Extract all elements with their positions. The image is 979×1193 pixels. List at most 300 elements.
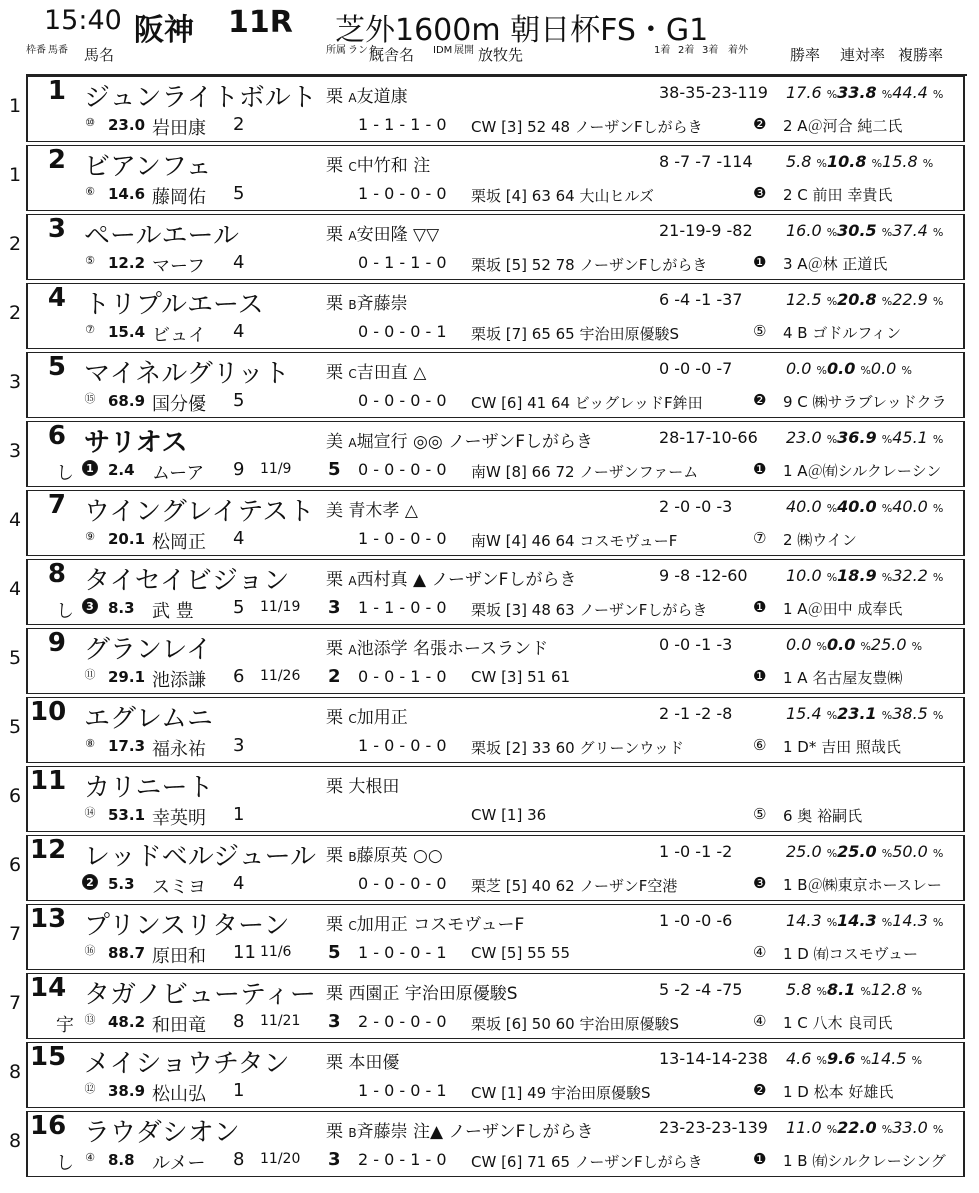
weight-change: 4: [233, 321, 245, 342]
stable-rank: C: [348, 367, 357, 381]
percent-sign: %: [932, 433, 944, 446]
stable-rank: C: [348, 160, 357, 174]
popularity-badge: ⑥: [85, 185, 95, 198]
finish-rank: ⑤: [753, 805, 767, 823]
odds: 8.3: [108, 599, 135, 617]
horse-name[interactable]: タイセイビジョン: [84, 566, 290, 596]
career-record: 1 - 0 - 0 - 1: [358, 943, 447, 962]
prediction-marks: 注: [413, 156, 431, 176]
weight-change: 2: [233, 114, 245, 135]
rates: [786, 428, 943, 447]
sex-mark: し: [56, 1153, 74, 1174]
popularity-badge: ⑬: [84, 1013, 96, 1026]
trainer-record: 1 -0 -0 -6: [659, 911, 733, 930]
odds: 53.1: [108, 806, 146, 824]
training-course: 栗坂 [2] 33 60 グリーンウッド: [471, 739, 684, 757]
rates: [786, 842, 943, 861]
training-course: CW [6] 71 65 ノーザンFしがらき: [471, 1153, 703, 1171]
percent-sign: %: [826, 295, 838, 308]
horse-name[interactable]: ラウダシオン: [84, 1118, 240, 1148]
place-rate: 45.1: [892, 428, 928, 447]
stable-info: [326, 1117, 593, 1142]
waku-number: 7: [8, 923, 22, 945]
percent-sign: %: [826, 226, 838, 239]
weight-change: 1: [233, 1080, 245, 1101]
horse-number: 14: [30, 973, 67, 1003]
horse-number: 11: [30, 766, 67, 796]
rates: [786, 566, 943, 585]
finish-rank: ④: [753, 943, 767, 961]
weight-change: 5: [233, 597, 245, 618]
stable-rank: B: [348, 1126, 357, 1140]
quinella-rate: 33.8: [837, 83, 877, 102]
entry-line-1: [28, 490, 963, 527]
entry-line-2: [28, 869, 963, 902]
last-date: 11/21: [260, 1013, 301, 1029]
horse-name[interactable]: プリンスリターン: [84, 911, 290, 941]
place-rate: 22.9: [892, 290, 928, 309]
trainer-name: 斉藤崇: [356, 1122, 408, 1142]
entry-line-2: [28, 179, 963, 212]
stable-info: [326, 910, 524, 935]
header-idm: IDM: [433, 45, 453, 56]
jockey-name[interactable]: 国分優: [152, 394, 206, 415]
header-umaban: 馬番: [48, 45, 68, 56]
trainer-name: 西園正: [348, 984, 400, 1004]
farm-name: 名張ホースランド: [413, 639, 549, 659]
stable-region: 栗: [326, 777, 343, 797]
career-record: 1 - 1 - 1 - 0: [358, 115, 447, 134]
waku-number: 1: [8, 95, 22, 117]
win-rate: 40.0: [786, 497, 822, 516]
entry-line-1: [28, 1042, 963, 1079]
quinella-rate: 23.1: [837, 704, 877, 723]
stable-region: 栗: [326, 639, 343, 659]
horse-entry[interactable]: [8, 559, 965, 625]
career-record: 1 - 1 - 0 - 0: [358, 598, 447, 617]
career-record: 0 - 0 - 0 - 0: [358, 460, 447, 479]
trainer-name: 安田隆: [356, 225, 408, 245]
training-course: 栗坂 [4] 63 64 大山ヒルズ: [471, 187, 655, 205]
last-date: 11/19: [260, 599, 301, 615]
waku-number: 8: [8, 1061, 22, 1083]
owner-info: 3 A＠林 正道氏: [783, 255, 888, 273]
jockey-name[interactable]: 松岡正: [152, 532, 206, 553]
owner-info: 1 B ㈲シルクレーシング: [783, 1152, 946, 1170]
entry-line-2: [28, 593, 963, 626]
odds: 88.7: [108, 944, 146, 962]
weight-change: 9: [233, 459, 245, 480]
win-rate: 25.0: [786, 842, 822, 861]
stable-info: [326, 1048, 399, 1073]
race-venue: 阪神: [134, 13, 194, 48]
finish-rank: ⑥: [753, 736, 767, 754]
percent-sign: %: [932, 709, 944, 722]
entry-line-2: [28, 662, 963, 695]
horse-number: 4: [47, 283, 66, 313]
win-rate: 14.3: [786, 911, 822, 930]
weight-change: 4: [233, 252, 245, 273]
horse-name[interactable]: グランレイ: [84, 635, 213, 665]
popularity-badge: 1: [82, 460, 98, 476]
owner-info: 1 A＠㈲シルクレーシン: [783, 462, 942, 480]
stable-region: 栗: [326, 225, 343, 245]
weight-change: 6: [233, 666, 245, 687]
horse-name[interactable]: ウイングレイテスト: [84, 497, 315, 527]
win-rate: 11.0: [786, 1118, 822, 1137]
percent-sign: %: [826, 502, 838, 515]
waku-number: 8: [8, 1130, 22, 1152]
prediction-marks: 注▲: [413, 1122, 444, 1142]
jockey-name[interactable]: スミヨ: [152, 877, 206, 898]
trainer-name: 大根田: [348, 777, 400, 797]
win-rate: 15.4: [786, 704, 822, 723]
run-count: 2: [328, 666, 341, 687]
horse-number: 10: [30, 697, 67, 727]
training-course: 栗坂 [5] 52 78 ノーザンFしがらき: [471, 256, 708, 274]
horse-entry[interactable]: [8, 214, 965, 280]
stable-rank: B: [348, 298, 357, 312]
finish-rank: ❷: [753, 1081, 767, 1099]
stable-rank: C: [348, 712, 357, 726]
percent-sign: %: [881, 226, 893, 239]
waku-number: 4: [8, 509, 22, 531]
percent-sign: %: [911, 1054, 923, 1067]
finish-rank: ❷: [753, 115, 767, 133]
percent-sign: %: [932, 847, 944, 860]
trainer-record: 38-35-23-119: [659, 83, 768, 102]
percent-sign: %: [881, 295, 893, 308]
horse-name[interactable]: レッドベルジュール: [84, 842, 317, 872]
quinella-rate: 22.0: [837, 1118, 877, 1137]
horse-name[interactable]: ビアンフェ: [84, 152, 212, 182]
stable-rank: A: [348, 229, 357, 243]
waku-number: 1: [8, 164, 22, 186]
entry-line-1: [28, 352, 963, 389]
trainer-name: 藤原英: [356, 846, 408, 866]
jockey-name[interactable]: 幸英明: [152, 808, 206, 829]
owner-info: 1 B＠㈱東京ホースレー: [783, 876, 942, 894]
stable-rank: C: [348, 919, 357, 933]
entry-line-1: [28, 145, 963, 182]
weight-change: 5: [233, 390, 245, 411]
horse-entry[interactable]: [8, 1111, 965, 1177]
stable-rank: A: [348, 436, 357, 450]
percent-sign: %: [826, 916, 838, 929]
entry-line-2: [28, 731, 963, 764]
jockey-name[interactable]: 武 豊: [152, 601, 194, 622]
percent-sign: %: [881, 433, 893, 446]
place-rate: 50.0: [892, 842, 928, 861]
horse-entry[interactable]: [8, 421, 965, 487]
last-date: 11/20: [260, 1151, 301, 1167]
last-date: 11/9: [260, 461, 292, 477]
percent-sign: %: [901, 364, 912, 377]
percent-sign: %: [881, 709, 893, 722]
weight-change: 4: [233, 873, 245, 894]
horse-entry[interactable]: [8, 904, 965, 970]
trainer-record: 21-19-9 -82: [659, 221, 753, 240]
jockey-name[interactable]: 池添謙: [152, 670, 206, 691]
trainer-record: 28-17-10-66: [659, 428, 758, 447]
stable-info: [326, 703, 408, 728]
percent-sign: %: [881, 571, 893, 584]
weight-change: 8: [233, 1149, 245, 1170]
horse-name[interactable]: タガノビューティー: [84, 980, 316, 1010]
waku-number: 2: [8, 302, 22, 324]
header-first: 1着: [654, 45, 671, 56]
horse-number: 16: [30, 1111, 67, 1141]
odds: 38.9: [108, 1082, 146, 1100]
waku-number: 3: [8, 440, 22, 462]
odds: 15.4: [108, 323, 146, 341]
stable-info: [326, 772, 399, 797]
percent-sign: %: [932, 1123, 944, 1136]
prediction-marks: ▽▽: [413, 225, 440, 245]
percent-sign: %: [911, 640, 923, 653]
training-course: 南W [4] 46 64 コスモヴューF: [471, 532, 678, 550]
percent-sign: %: [881, 847, 893, 860]
stable-info: [326, 979, 518, 1004]
owner-info: 2 ㈱ウイン: [783, 531, 857, 549]
owner-info: 1 A 名古屋友豊㈱: [783, 669, 903, 687]
stable-region: 栗: [326, 708, 343, 728]
trainer-record: 8 -7 -7 -114: [659, 152, 753, 171]
percent-sign: %: [932, 88, 944, 101]
race-time: 15:40: [44, 5, 122, 36]
training-course: CW [3] 51 61: [471, 668, 571, 686]
rates: [786, 152, 933, 171]
jockey-name[interactable]: 藤岡佑: [152, 187, 206, 208]
percent-sign: %: [922, 157, 934, 170]
sex-mark: 宇: [56, 1015, 74, 1036]
finish-rank: ④: [753, 1012, 767, 1030]
quinella-rate: 9.6: [827, 1049, 856, 1068]
percent-sign: %: [860, 1054, 871, 1067]
training-course: 栗坂 [6] 50 60 宇治田原優駿S: [471, 1015, 680, 1033]
quinella-rate: 30.5: [837, 221, 877, 240]
horse-entry[interactable]: [8, 628, 965, 694]
horse-name[interactable]: ジュンライトボルト: [84, 83, 317, 113]
odds: 23.0: [108, 116, 146, 134]
career-record: 2 - 0 - 1 - 0: [358, 1150, 447, 1169]
horse-entry[interactable]: [8, 835, 965, 901]
trainer-name: 加用正: [356, 915, 408, 935]
weight-change: 5: [233, 183, 245, 204]
popularity-badge: ⑯: [84, 944, 96, 957]
jockey-name[interactable]: ルメー: [152, 1153, 206, 1174]
quinella-rate: 25.0: [837, 842, 877, 861]
entry-line-2: [28, 1076, 963, 1109]
waku-number: 5: [8, 647, 22, 669]
jockey-name[interactable]: 和田竜: [152, 1015, 206, 1036]
horse-name[interactable]: メイショウチタン: [84, 1049, 290, 1079]
entry-line-2: [28, 455, 963, 488]
trainer-name: 斉藤崇: [356, 294, 408, 314]
percent-sign: %: [932, 571, 944, 584]
entry-line-2: [28, 248, 963, 281]
farm-name: ノーザンFしがらき: [448, 1122, 594, 1142]
header-second: 2着: [678, 45, 695, 56]
percent-sign: %: [826, 88, 838, 101]
finish-rank: ❶: [753, 1150, 767, 1168]
jockey-name[interactable]: マーフ: [152, 256, 206, 277]
horse-name[interactable]: カリニート: [84, 773, 214, 803]
career-record: 1 - 0 - 0 - 0: [358, 184, 447, 203]
horse-name[interactable]: ペールエール: [84, 221, 239, 251]
popularity-badge: 3: [82, 598, 98, 614]
trainer-name: 堀宣行: [356, 432, 408, 452]
horse-number: 15: [30, 1042, 67, 1072]
waku-number: 3: [8, 371, 22, 393]
horse-entry[interactable]: [8, 352, 965, 418]
stable-region: 栗: [326, 87, 343, 107]
jockey-name[interactable]: ビュイ: [152, 325, 206, 346]
place-rate: 14.3: [892, 911, 928, 930]
training-course: CW [5] 55 55: [471, 944, 571, 962]
horse-entry[interactable]: [8, 1042, 965, 1108]
header-tenkai: 展開: [454, 45, 474, 56]
stable-region: 栗: [326, 846, 343, 866]
trainer-name: 友道康: [356, 87, 408, 107]
horse-number: 9: [47, 628, 66, 658]
finish-rank: ❸: [753, 184, 767, 202]
quinella-rate: 40.0: [837, 497, 877, 516]
odds: 8.8: [108, 1151, 135, 1169]
entry-line-1: [28, 559, 963, 596]
waku-number: 5: [8, 716, 22, 738]
weight-change: 8: [233, 1011, 245, 1032]
place-rate: 38.5: [892, 704, 928, 723]
header-quinella-rate: 連対率: [840, 46, 886, 64]
trainer-name: 本田優: [348, 1053, 400, 1073]
waku-number: 6: [8, 785, 22, 807]
place-rate: 40.0: [892, 497, 928, 516]
horse-name[interactable]: トリプルエース: [84, 290, 264, 320]
horse-entry[interactable]: [8, 697, 965, 763]
trainer-record: 5 -2 -4 -75: [659, 980, 743, 999]
trainer-record: 23-23-23-139: [659, 1118, 768, 1137]
training-course: 栗坂 [7] 65 65 宇治田原優駿S: [471, 325, 680, 343]
prediction-marks: △: [413, 363, 427, 383]
jockey-name[interactable]: 福永祐: [152, 739, 206, 760]
entry-line-1: [28, 1111, 963, 1148]
owner-info: 6 奥 裕嗣氏: [783, 807, 863, 825]
trainer-name: 加用正: [356, 708, 408, 728]
finish-rank: ❷: [753, 391, 767, 409]
waku-number: 2: [8, 233, 22, 255]
place-rate: 32.2: [892, 566, 928, 585]
entry-line-2: [28, 1145, 963, 1178]
horse-name[interactable]: エグレムニ: [84, 704, 213, 734]
training-course: CW [1] 49 宇治田原優駿S: [471, 1084, 651, 1102]
trainer-name: 吉田直: [356, 363, 408, 383]
odds: 20.1: [108, 530, 146, 548]
percent-sign: %: [826, 433, 838, 446]
percent-sign: %: [881, 916, 893, 929]
percent-sign: %: [932, 502, 944, 515]
sex-mark: し: [56, 601, 74, 622]
stable-info: [326, 496, 418, 521]
jockey-name[interactable]: 原田和: [152, 946, 206, 967]
stable-region: 栗: [326, 570, 343, 590]
horse-entry[interactable]: [8, 76, 965, 142]
horse-name[interactable]: サリオス: [84, 428, 188, 458]
entry-line-1: [28, 283, 963, 320]
percent-sign: %: [932, 226, 944, 239]
horse-number: 3: [47, 214, 66, 244]
column-header: [0, 44, 979, 72]
entry-line-2: [28, 938, 963, 971]
stable-rank: A: [348, 91, 357, 105]
trainer-name: 中竹和: [356, 156, 408, 176]
win-rate: 23.0: [786, 428, 822, 447]
quinella-rate: 10.8: [827, 152, 867, 171]
finish-rank: ⑤: [753, 322, 767, 340]
last-date: 11/6: [260, 944, 292, 960]
quinella-rate: 0.0: [827, 359, 856, 378]
horse-number: 8: [47, 559, 66, 589]
quinella-rate: 14.3: [837, 911, 877, 930]
entry-line-2: [28, 317, 963, 350]
weight-change: 1: [233, 804, 245, 825]
career-record: 2 - 0 - 0 - 0: [358, 1012, 447, 1031]
percent-sign: %: [932, 295, 944, 308]
horse-entry[interactable]: [8, 490, 965, 556]
stable-region: 栗: [326, 1053, 343, 1073]
horse-entry[interactable]: [8, 766, 965, 832]
trainer-record: 0 -0 -0 -7: [659, 359, 733, 378]
stable-info: [326, 841, 443, 866]
farm-name: コスモヴューF: [413, 915, 525, 935]
horse-number: 5: [47, 352, 66, 382]
quinella-rate: 8.1: [827, 980, 856, 999]
horse-entry[interactable]: [8, 145, 965, 211]
odds: 5.3: [108, 875, 135, 893]
owner-info: 1 D ㈲コスモヴュー: [783, 945, 919, 963]
trainer-record: 2 -0 -0 -3: [659, 497, 733, 516]
stable-info: [326, 565, 576, 590]
run-count: 5: [328, 942, 341, 963]
win-rate: 10.0: [786, 566, 822, 585]
stable-region: 栗: [326, 156, 343, 176]
win-rate: 17.6: [786, 83, 822, 102]
stable-region: 美: [326, 501, 343, 521]
entry-line-2: [28, 1007, 963, 1040]
finish-rank: ❶: [753, 253, 767, 271]
header-horse-name: 馬名: [84, 46, 115, 64]
jockey-name[interactable]: 岩田康: [152, 118, 206, 139]
horse-name[interactable]: マイネルグリット: [84, 359, 290, 389]
jockey-name[interactable]: ムーア: [152, 463, 205, 484]
owner-info: 1 D 松本 好雄氏: [783, 1083, 894, 1101]
entry-line-1: [28, 214, 963, 251]
win-rate: 5.8: [786, 152, 812, 171]
jockey-name[interactable]: 松山弘: [152, 1084, 206, 1105]
place-rate: 33.0: [892, 1118, 928, 1137]
horse-number: 6: [47, 421, 66, 451]
horse-entry[interactable]: [8, 283, 965, 349]
header-waku: 枠番: [26, 45, 46, 56]
popularity-badge: 2: [82, 874, 98, 890]
stable-region: 栗: [326, 363, 343, 383]
rates: [786, 635, 922, 654]
career-record: 1 - 0 - 0 - 0: [358, 736, 447, 755]
horse-entry[interactable]: [8, 973, 965, 1039]
popularity-badge: ⑩: [85, 116, 95, 129]
weight-change: 4: [233, 528, 245, 549]
percent-sign: %: [826, 1123, 838, 1136]
